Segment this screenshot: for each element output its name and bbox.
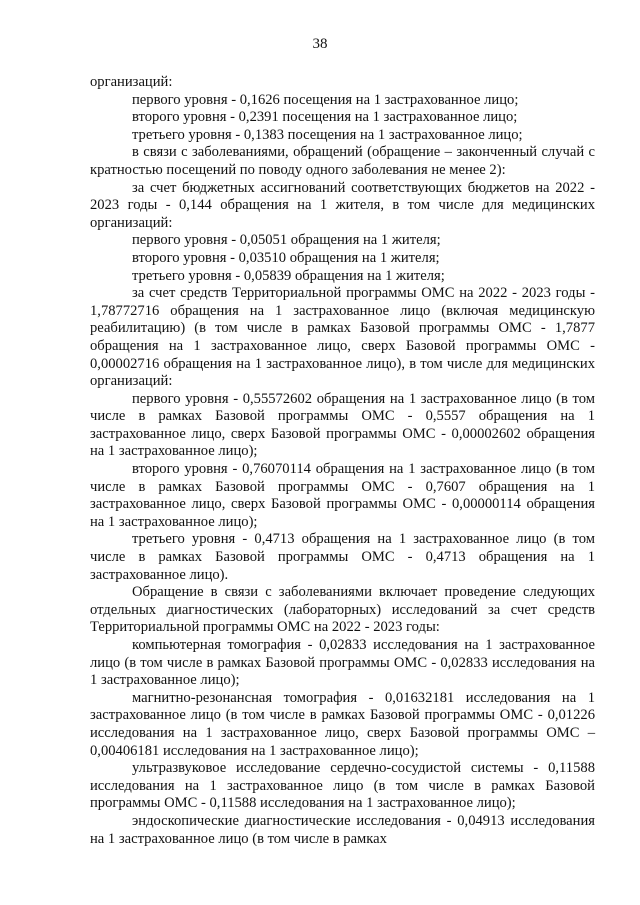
paragraph: за счет бюджетных ассигнований соответствующих бюджетов на 2022 - 2023 годы - 0,144 обращения на 1 жителя, в том числе для медицинских организаций: xyxy=(90,179,595,231)
paragraph: первого уровня - 0,55572602 обращения на 1 застрахованное лицо (в том числе в рамках Базовой программы ОМС - 0,5557 обращения на 1 застрахованное лицо, сверх Базовой программы ОМС - 0,00002602 обращения на 1 застрахованное лицо); xyxy=(90,390,595,460)
paragraph: второго уровня - 0,03510 обращения на 1 жителя; xyxy=(132,249,440,266)
paragraph: Обращение в связи с заболеваниями включает проведение следующих отдельных диагностических (лабораторных) исследований за счет средств Территориальной программы ОМС на 2022 - 2023 годы: xyxy=(90,584,595,636)
paragraph: третьего уровня - 0,4713 обращения на 1 застрахованное лицо (в том числе в рамках Базовой программы ОМС - 0,4713 обращения на 1 застрахованное лицо). xyxy=(90,531,595,583)
page-number: 38 xyxy=(312,36,328,52)
paragraph: второго уровня - 0,76070114 обращения на 1 застрахованное лицо (в том числе в рамках Базовой программы ОМС - 0,7607 обращения на 1 застрахованное лицо, сверх Базовой программы ОМС - 0,00000114 обращения на 1 застрахованное лицо); xyxy=(90,461,595,530)
paragraph: компьютерная томография - 0,02833 исследования на 1 застрахованное лицо (в том числе в рамках Базовой программы ОМС - 0,02833 исследования на 1 застрахованное лицо); xyxy=(90,637,595,689)
document-body xyxy=(90,74,595,848)
paragraph: ультразвуковое исследование сердечно-сосудистой системы - 0,11588 исследования на 1 застрахованное лицо (в том числе в рамках Базовой программы ОМС - 0,11588 исследования на 1 застрахованное лицо); xyxy=(90,760,595,812)
paragraph: за счет средств Территориальной программы ОМС на 2022 - 2023 годы - 1,78772716 обращения на 1 застрахованное лицо (включая медицинскую реабилитацию) (в том числе в рамках Базовой программы ОМС - 1,7877 обращения на 1 застрахованное лицо, сверх Базовой программы ОМС - 0,00002716 обращения на 1 застрахованное лицо), в том числе для медицинских организаций: xyxy=(90,285,595,390)
paragraph: первого уровня - 0,1626 посещения на 1 застрахованное лицо; xyxy=(132,91,519,108)
paragraph: третьего уровня - 0,05839 обращения на 1 жителя; xyxy=(132,267,445,284)
paragraph: эндоскопические диагностические исследования - 0,04913 исследования на 1 застрахованное лицо (в том числе в рамках xyxy=(90,812,595,847)
paragraph: третьего уровня - 0,1383 посещения на 1 застрахованное лицо; xyxy=(132,126,523,143)
paragraph: магнитно-резонансная томография - 0,01632181 исследования на 1 застрахованное лицо (в том числе в рамках Базовой программы ОМС - 0,01226 исследования на 1 застрахованное лицо, сверх Базовой программы ОМС – 0,00406181 исследования на 1 застрахованное лицо); xyxy=(90,689,595,759)
paragraph: организаций: xyxy=(90,74,173,90)
paragraph: в связи с заболеваниями, обращений (обращение – законченный случай с кратностью посещений по поводу одного заболевания не менее 2): xyxy=(90,144,595,178)
paragraph: первого уровня - 0,05051 обращения на 1 жителя; xyxy=(132,232,441,249)
paragraph: второго уровня - 0,2391 посещения на 1 застрахованное лицо; xyxy=(132,109,518,126)
